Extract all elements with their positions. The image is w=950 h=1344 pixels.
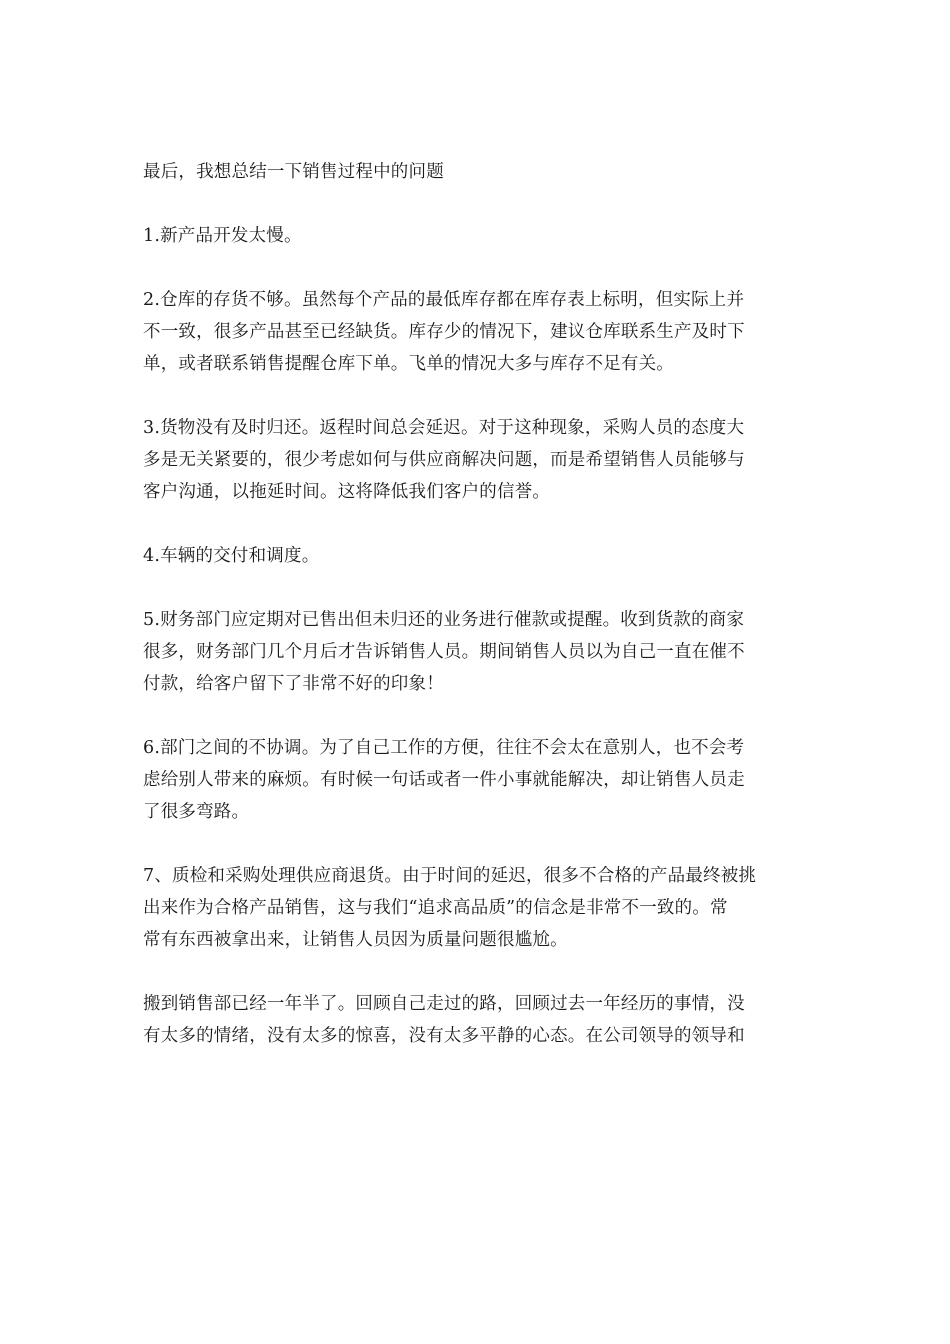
issue-4-paragraph: 4.车辆的交付和调度。 [143, 546, 320, 566]
closing-paragraph: 搬到销售部已经一年半了。回顾自己走过的路，回顾过去一年经历的事情，没 有太多的情绪，没有太多的惊喜，没有太多平静的心态。在公司领导的领导和 [143, 994, 745, 1046]
issue-3-paragraph: 3.货物没有及时归还。返程时间总会延迟。对于这种现象，采购人员的态度大 多是无关紧要的，很少考虑如何与供应商解决问题，而是希望销售人员能够与 客户沟通，以拖延时间。这将降低我们客户的信誉。 [143, 418, 745, 502]
summary-heading: 最后，我想总结一下销售过程中的问题 [143, 162, 444, 182]
issue-6-paragraph: 6.部门之间的不协调。为了自己工作的方便，往往不会太在意别人，也不会考 虑给别人带来的麻烦。有时候一句话或者一件小事就能解决，却让销售人员走 了很多弯路。 [143, 738, 745, 822]
issue-2-paragraph: 2.仓库的存货不够。虽然每个产品的最低库存都在库存表上标明，但实际上并 不一致，很多产品甚至已经缺货。库存少的情况下，建议仓库联系生产及时下 单，或者联系销售提醒仓库下单。飞单的情况大多与库存不足有关。 [143, 290, 745, 374]
document-body [143, 156, 807, 1084]
issue-1-paragraph: 1.新产品开发太慢。 [143, 226, 302, 246]
issue-7-paragraph: 7、质检和采购处理供应商退货。由于时间的延迟，很多不合格的产品最终被挑 出来作为合格产品销售，这与我们“追求高品质”的信念是非常不一致的。常 常有东西被拿出来，让销售人员因为质量问题很尴尬。 [143, 866, 757, 950]
issue-5-paragraph: 5.财务部门应定期对已售出但未归还的业务进行催款或提醒。收到货款的商家 很多，财务部门几个月后才告诉销售人员。期间销售人员以为自己一直在催不 付款，给客户留下了非常不好的印象！ [143, 610, 745, 694]
